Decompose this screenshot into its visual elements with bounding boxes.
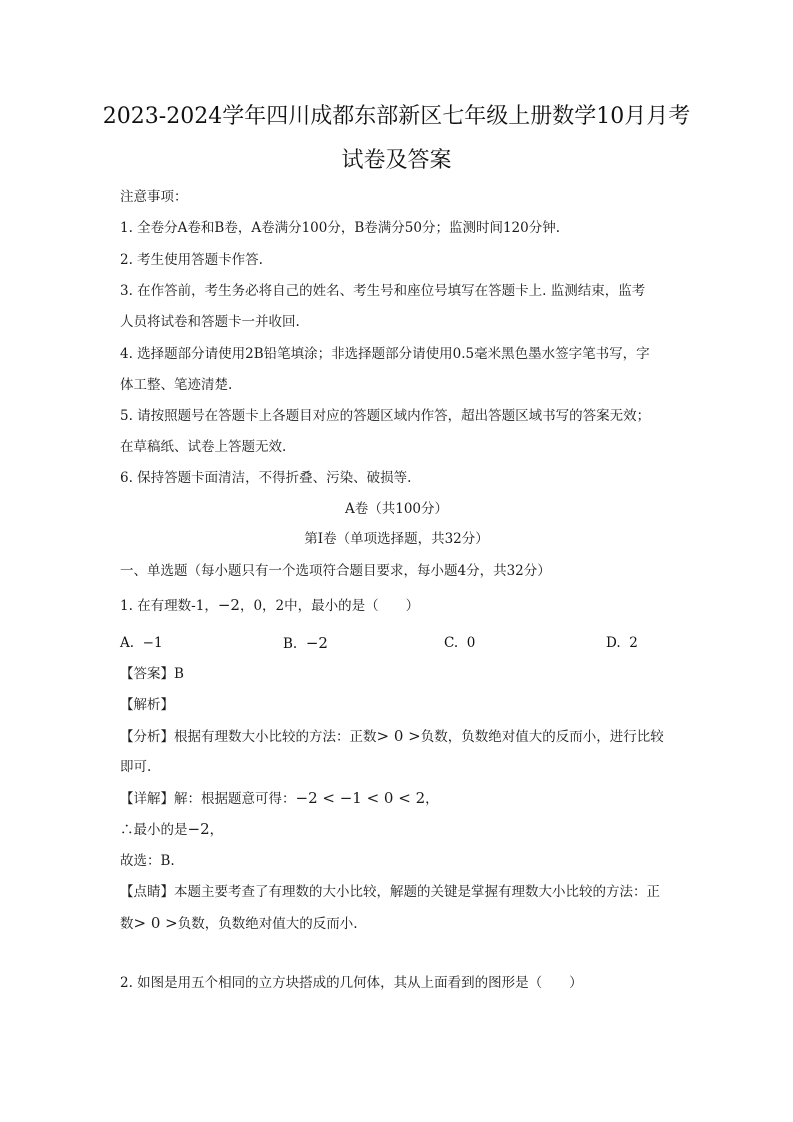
q1-therefore-math: −2: [187, 820, 210, 838]
q1-fenxi-b: 负数，负数绝对值大的反而小，进行比较: [420, 729, 664, 745]
option-label: D.: [606, 635, 621, 651]
notice-item-3-cont: 人员将试卷和答题卡一并收回.: [120, 314, 300, 330]
q1-analysis-tag: 【解析】: [120, 697, 174, 713]
option-label: C.: [444, 635, 459, 651]
q1-option-c: [444, 634, 475, 652]
option-label: B.: [283, 636, 298, 652]
notice-item-6: 6. 保持答题卡面清洁，不得折叠、污染、破损等.: [120, 470, 412, 486]
option-value: 2: [629, 635, 638, 651]
q1-option-d: [606, 634, 638, 652]
q1-dianjing-b2: 负数，负数绝对值大的反而小.: [177, 916, 358, 932]
q1-fenxi-cont: 即可.: [120, 759, 152, 775]
notice-item-2: 2. 考生使用答题卡作答.: [120, 252, 263, 268]
q1-option-a: [120, 634, 163, 652]
q2-stem: 2. 如图是用五个相同的立方块搭成的几何体，其从上面看到的图形是（ ）: [120, 975, 583, 991]
notice-item-1: 1. 全卷分A卷和B卷，A卷满分100分，B卷满分50分；监测时间120分钟.: [120, 220, 561, 236]
q1-therefore-b: ，: [209, 822, 224, 838]
q1-dianjing-b1: 数: [120, 916, 134, 932]
section-part1-desc: 一、单选题（每小题只有一个选项符合题目要求，每小题4分，共32分）: [120, 563, 551, 579]
page-title-line1: 2023-2024学年四川成都东部新区七年级上册数学10月月考: [102, 104, 691, 129]
q1-dianjing-math: > 0 >: [133, 914, 178, 932]
option-value: −2: [305, 634, 328, 652]
option-value: −1: [142, 635, 163, 651]
notice-item-5: 5. 请按照题号在答题卡上各题目对应的答题区域内作答，超出答题区域书写的答案无效；: [120, 408, 651, 424]
q1-therefore-a: ∴最小的是: [120, 822, 188, 838]
q1-stem: [120, 596, 419, 615]
option-label: A.: [120, 635, 135, 651]
notice-heading: 注意事项：: [120, 189, 188, 205]
q1-dianjing: 【点睛】本题主要考查了有理数的大小比较，解题的关键是掌握有理数大小比较的方法：正: [120, 884, 660, 900]
notice-item-3: 3. 在作答前，考生务必将自己的姓名、考生号和座位号填写在答题卡上. 监测结束，监考: [120, 283, 646, 299]
q1-detail-math: −2 < −1 < 0 < 2: [295, 789, 426, 807]
section-a-volume: A卷（共100分）: [344, 501, 449, 517]
q1-therefore: [120, 820, 223, 839]
q1-choose: 故选：B.: [120, 853, 175, 869]
q1-fenxi-math: > 0 >: [376, 727, 421, 745]
q1-fenxi: [120, 727, 664, 746]
page-title-line2: 试卷及答案: [341, 148, 452, 173]
q1-option-b: [283, 634, 328, 653]
q1-stem-math: −2: [217, 596, 240, 614]
q1-detail: [120, 789, 439, 808]
notice-item-4-cont: 体工整、笔迹清楚.: [120, 377, 233, 393]
q1-dianjing-cont: [120, 914, 358, 933]
q1-detail-b: ，: [425, 791, 439, 807]
notice-item-5-cont: 在草稿纸、试卷上答题无效.: [120, 439, 287, 455]
q1-stem-b: ，0，2中，最小的是（ ）: [239, 598, 420, 614]
notice-item-4: 4. 选择题部分请使用2B铅笔填涂；非选择题部分请使用0.5毫米黑色墨水签字笔书写，字: [120, 346, 650, 362]
q1-stem-a: 1. 在有理数-1，: [120, 598, 218, 614]
q1-answer: 【答案】B: [120, 666, 184, 682]
option-value: 0: [466, 635, 476, 651]
q1-fenxi-a: 【分析】根据有理数大小比较的方法：正数: [120, 729, 377, 745]
q1-detail-a: 【详解】解：根据题意可得：: [120, 791, 296, 807]
section-part1: 第Ⅰ卷（单项选择题，共32分）: [304, 531, 489, 547]
